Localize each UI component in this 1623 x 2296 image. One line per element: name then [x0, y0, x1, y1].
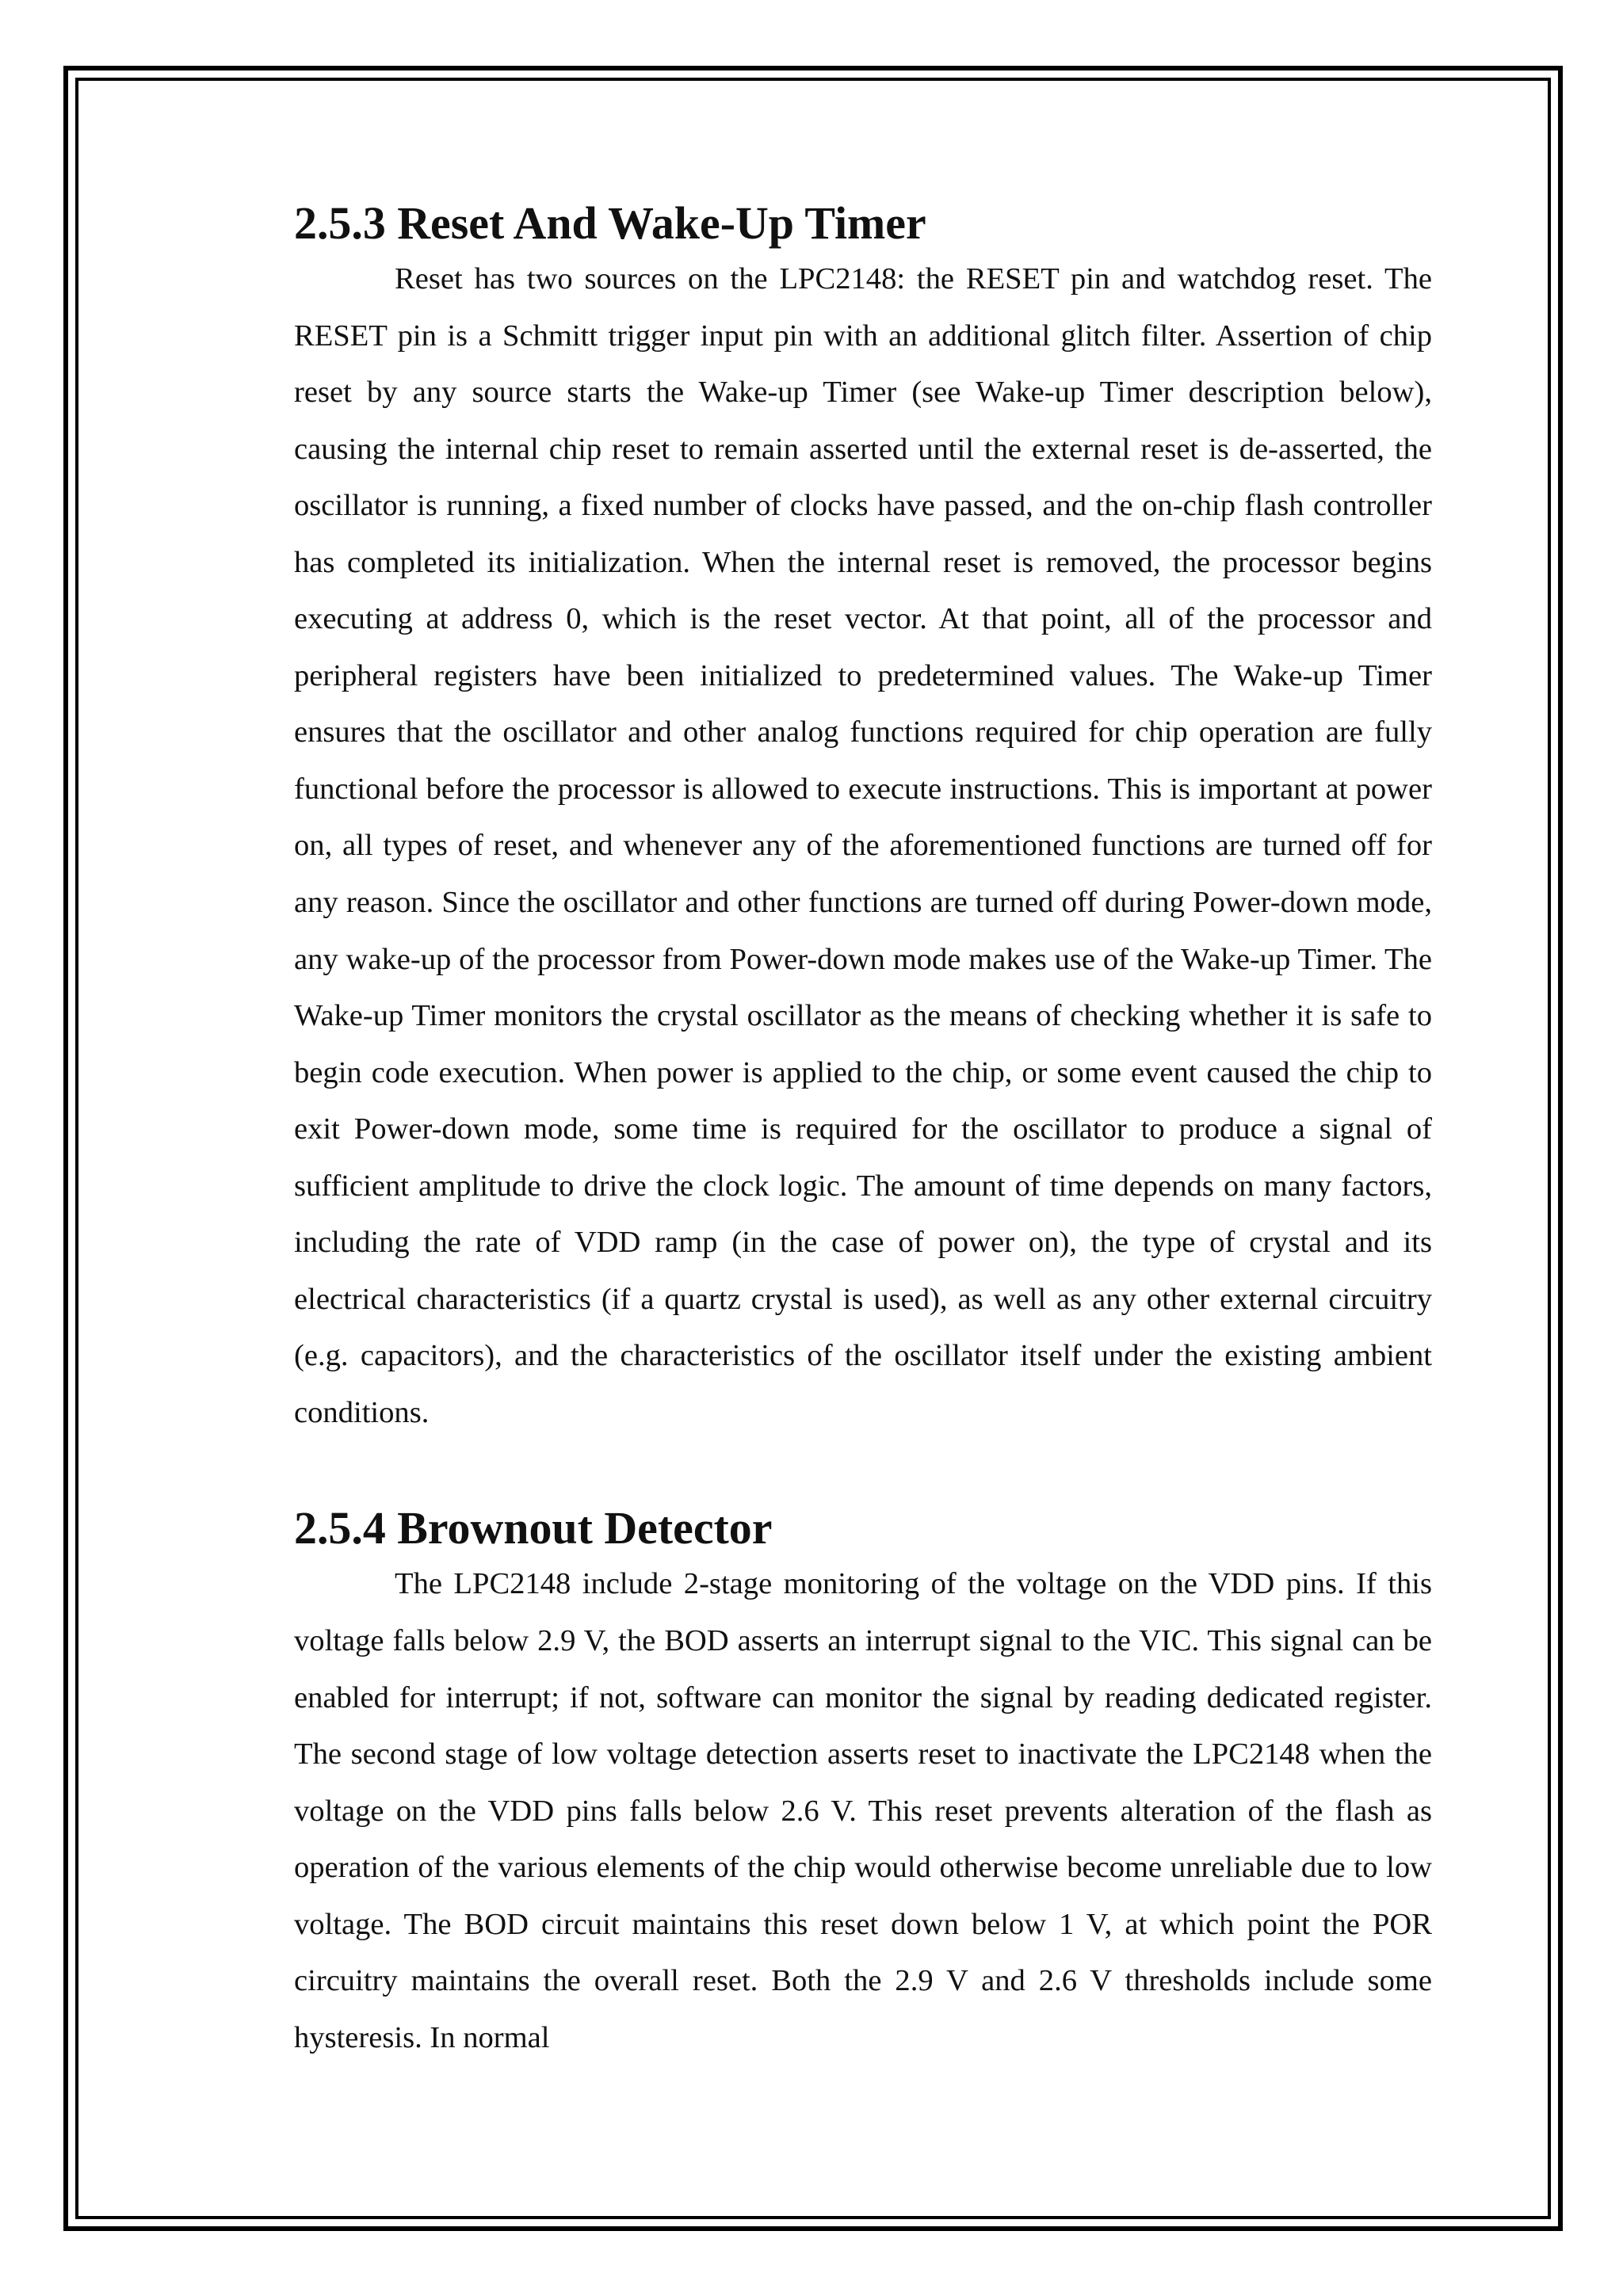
- section-spacer: [294, 1441, 1432, 1500]
- section-brownout-detector: [294, 1500, 1432, 2066]
- section-heading: 2.5.3 Reset And Wake-Up Timer: [294, 197, 926, 249]
- section-reset-wakeup-timer: [294, 195, 1432, 1441]
- document-body: [294, 195, 1432, 2066]
- section-paragraph: Reset has two sources on the LPC2148: the RESET pin and watchdog reset. The RESET pin is a Schmitt trigger input pin with an additional glitch filter. Assertion of chip reset by any source starts the Wake-up Timer (see Wake-up Timer description below), causing the internal chip reset to remain asserted until the external reset is de-asserted, the oscillator is running, a fixed number of clocks have passed, and the on-chip flash controller has completed its initialization. When the internal reset is removed, the processor begins executing at address 0, which is the reset vector. At that point, all of the processor and peripheral registers have been initialized to predetermined values. The Wake-up Timer ensures that the oscillator and other analog functions required for chip operation are fully functional before the processor is allowed to execute instructions. This is important at power on, all types of reset, and whenever any of the aforementioned functions are turned off for any reason. Since the oscillator and other functions are turned off during Power-down mode, any wake-up of the processor from Power-down mode makes use of the Wake-up Timer. The Wake-up Timer monitors the crystal oscillator as the means of checking whether it is safe to begin code execution. When power is applied to the chip, or some event caused the chip to exit Power-down mode, some time is required for the oscillator to produce a signal of sufficient amplitude to drive the clock logic. The amount of time depends on many factors, including the rate of VDD ramp (in the case of power on), the type of crystal and its electrical characteristics (if a quartz crystal is used), as well as any other external circuitry (e.g. capacitors), and the characteristics of the oscillator itself under the existing ambient conditions.: [294, 262, 1432, 1429]
- section-paragraph: The LPC2148 include 2-stage monitoring of the voltage on the VDD pins. If this voltage falls below 2.9 V, the BOD asserts an interrupt signal to the VIC. This signal can be enabled for interrupt; if not, software can monitor the signal by reading dedicated register. The second stage of low voltage detection asserts reset to inactivate the LPC2148 when the voltage on the VDD pins falls below 2.6 V. This reset prevents alteration of the flash as operation of the various elements of the chip would otherwise become unreliable due to low voltage. The BOD circuit maintains this reset down below 1 V, at which point the POR circuitry maintains the overall reset. Both the 2.9 V and 2.6 V thresholds include some hysteresis. In normal: [294, 1567, 1432, 2054]
- section-heading: 2.5.4 Brownout Detector: [294, 1502, 773, 1554]
